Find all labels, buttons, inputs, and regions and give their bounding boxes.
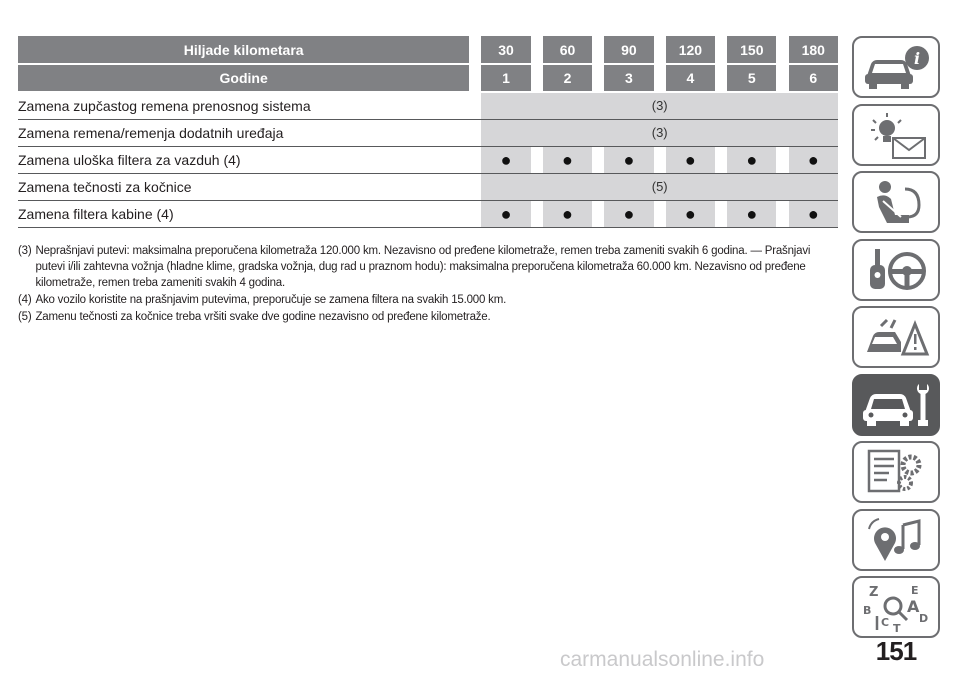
row-label: Zamena remena/remenja dodatnih uređaja xyxy=(18,119,469,146)
table-row xyxy=(18,200,838,227)
header-km-label: Hiljade kilometara xyxy=(18,36,469,64)
tab-technical-data[interactable] xyxy=(852,441,940,503)
footnote-text: Neprašnjavi putevi: maksimalna preporučena kilometraža 120.000 km. Nezavisno od pređene kilometraže, remen treba zameniti svakih 6 godina. — Prašnjavi putevi i/ili zahtevna vožnja (hladne klime, gradska vožnja, dug rad u praznom hodu): maksimalna preporučena kilometraža 60.000 km. Nezavisno od pređene kilometraže, remen treba zameniti svakih 4 godina. xyxy=(35,245,811,289)
footnote-text: Zamenu tečnosti za kočnice treba vršiti svake dve godine nezavisno od pređene kilometraže. xyxy=(35,311,491,323)
seat-safety-icon xyxy=(861,177,931,227)
header-km-cell: 150 xyxy=(727,36,776,64)
header-km-cell: 120 xyxy=(666,36,715,64)
footnote xyxy=(18,292,838,308)
footnote-text: Ako vozilo koristite na prašnjavim putevima, preporučuje se zamena filtera na svakih 15.000 km. xyxy=(35,294,507,306)
table-row xyxy=(18,146,838,173)
header-km-cell: 90 xyxy=(604,36,653,64)
tab-knowing-your-car[interactable] xyxy=(852,36,940,98)
svg-text:C: C xyxy=(881,616,890,629)
car-accident-warning-icon xyxy=(861,312,931,362)
tab-servicing-maintenance[interactable] xyxy=(852,374,940,436)
table-row xyxy=(18,173,838,200)
interval-mark: ● xyxy=(727,200,776,227)
specs-gears-icon xyxy=(861,447,931,497)
tab-dashboard-warnings[interactable] xyxy=(852,104,940,166)
svg-text:B: B xyxy=(863,604,872,617)
header-year-cell: 6 xyxy=(789,64,838,92)
row-label: Zamena uloška filtera za vazduh (4) xyxy=(18,146,469,173)
row-label: Zamena filtera kabine (4) xyxy=(18,200,469,227)
interval-mark: ● xyxy=(543,200,592,227)
tab-index[interactable] xyxy=(852,576,940,638)
page-number: 151 xyxy=(875,636,917,666)
interval-mark: ● xyxy=(604,146,653,173)
footnote xyxy=(18,309,838,325)
svg-text:i: i xyxy=(913,49,921,68)
interval-mark: ● xyxy=(789,200,838,227)
header-km-cell: 60 xyxy=(543,36,592,64)
media-navigation-icon xyxy=(861,515,931,565)
header-km-cell: 30 xyxy=(481,36,530,64)
header-row-km xyxy=(18,36,838,64)
svg-text:D: D xyxy=(919,612,929,625)
tab-emergency[interactable] xyxy=(852,306,940,368)
footnote-mark: (3) xyxy=(18,245,32,257)
interval-mark: ● xyxy=(481,146,530,173)
header-row-years xyxy=(18,64,838,92)
car-info-icon xyxy=(861,42,931,92)
table-row xyxy=(18,92,838,119)
header-km-cell: 180 xyxy=(789,36,838,64)
row-label: Zamena zupčastog remena prenosnog sistema xyxy=(18,92,469,119)
svg-text:E: E xyxy=(911,584,919,597)
tab-multimedia[interactable] xyxy=(852,509,940,571)
header-year-cell: 3 xyxy=(604,64,653,92)
header-year-cell: 1 xyxy=(481,64,530,92)
maintenance-schedule-table xyxy=(18,36,838,228)
interval-mark: ● xyxy=(666,146,715,173)
tab-starting-driving[interactable] xyxy=(852,239,940,301)
chapter-tabs xyxy=(852,36,940,644)
tab-safety[interactable] xyxy=(852,171,940,233)
row-note: (3) xyxy=(481,92,838,119)
warning-lights-mail-icon xyxy=(861,110,931,160)
table-row xyxy=(18,119,838,146)
interval-mark: ● xyxy=(727,146,776,173)
car-wrench-icon xyxy=(861,380,931,430)
footnote-mark: (5) xyxy=(18,311,32,323)
alphabetical-index-icon xyxy=(861,582,931,632)
interval-mark: ● xyxy=(543,146,592,173)
footnotes xyxy=(18,243,838,326)
header-year-cell: 4 xyxy=(666,64,715,92)
footnote xyxy=(18,243,838,291)
key-steering-wheel-icon xyxy=(861,245,931,295)
svg-text:Z: Z xyxy=(869,585,879,600)
interval-mark: ● xyxy=(604,200,653,227)
header-year-cell: 5 xyxy=(727,64,776,92)
header-year-cell: 2 xyxy=(543,64,592,92)
interval-mark: ● xyxy=(789,146,838,173)
svg-text:A: A xyxy=(907,597,920,616)
row-note: (3) xyxy=(481,119,838,146)
interval-mark: ● xyxy=(666,200,715,227)
header-years-label: Godine xyxy=(18,64,469,92)
footnote-mark: (4) xyxy=(18,294,32,306)
svg-text:T: T xyxy=(893,622,901,632)
row-label: Zamena tečnosti za kočnice xyxy=(18,173,469,200)
row-note: (5) xyxy=(481,173,838,200)
interval-mark: ● xyxy=(481,200,530,227)
watermark: carmanualsonline.info xyxy=(560,648,765,671)
